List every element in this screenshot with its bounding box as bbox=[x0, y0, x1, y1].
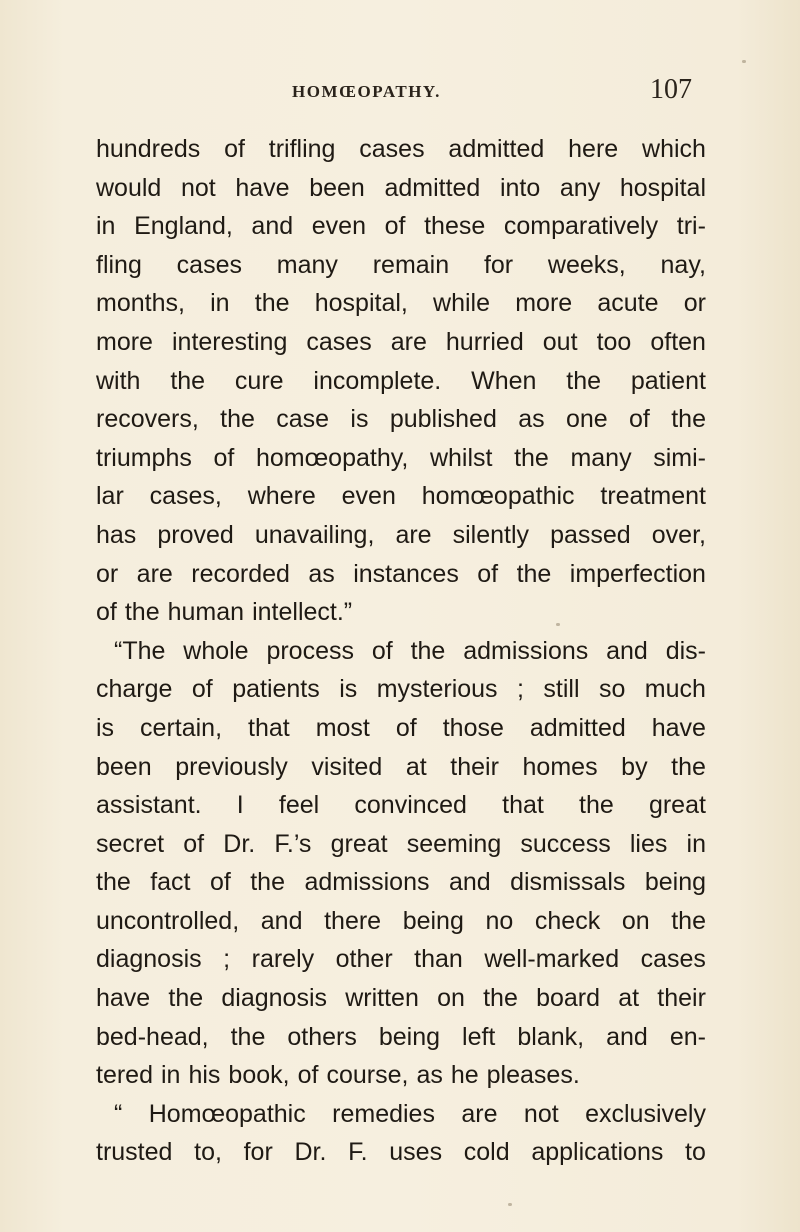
text-line: recovers, the case is published as one of the bbox=[96, 405, 706, 434]
text-line: lar cases, where even homœopathic treatment bbox=[96, 482, 706, 511]
text-line: with the cure incomplete. When the patient bbox=[96, 366, 706, 395]
paper-speck bbox=[556, 623, 560, 626]
text-line: charge of patients is mysterious ; still so much bbox=[96, 675, 706, 704]
text-line: fling cases many remain for weeks, nay, bbox=[96, 250, 706, 279]
text-line: diagnosis ; rarely other than well-marked cases bbox=[96, 945, 706, 974]
text-line: assistant. I feel convinced that the great bbox=[96, 791, 706, 820]
text-line: of the human intellect.” bbox=[96, 598, 353, 627]
text-line: or are recorded as instances of the imperfection bbox=[96, 559, 706, 588]
paper-speck bbox=[742, 60, 746, 63]
text-line: the fact of the admissions and dismissals being bbox=[96, 868, 706, 897]
text-line: uncontrolled, and there being no check on the bbox=[96, 906, 706, 935]
text-line: months, in the hospital, while more acute or bbox=[96, 289, 706, 318]
text-line: is certain, that most of those admitted have bbox=[96, 713, 706, 742]
text-line: trusted to, for Dr. F. uses cold applications to bbox=[96, 1138, 706, 1167]
body-text bbox=[96, 130, 706, 1172]
text-line: been previously visited at their homes by the bbox=[96, 752, 706, 781]
text-line: would not have been admitted into any hospital bbox=[96, 173, 706, 202]
text-line: tered in his book, of course, as he pleases. bbox=[96, 1061, 580, 1090]
text-line: has proved unavailing, are silently passed over, bbox=[96, 520, 706, 549]
text-line: secret of Dr. F.’s great seeming success lies in bbox=[96, 829, 706, 858]
text-line: hundreds of trifling cases admitted here which bbox=[96, 135, 706, 163]
text-line: “ Homœopathic remedies are not exclusively bbox=[114, 1099, 706, 1128]
page-number: 107 bbox=[650, 74, 692, 105]
text-line: have the diagnosis written on the board at their bbox=[96, 984, 706, 1013]
text-line: “The whole process of the admissions and dis- bbox=[114, 636, 706, 665]
text-line: triumphs of homœopathy, whilst the many simi- bbox=[96, 443, 706, 472]
paper-speck bbox=[508, 1203, 512, 1206]
running-head bbox=[0, 74, 800, 108]
text-line: more interesting cases are hurried out too often bbox=[96, 327, 706, 356]
running-title: HOMŒOPATHY. bbox=[292, 82, 441, 101]
text-line: in England, and even of these comparatively tri- bbox=[96, 212, 706, 241]
text-line: bed-head, the others being left blank, and en- bbox=[96, 1022, 706, 1051]
